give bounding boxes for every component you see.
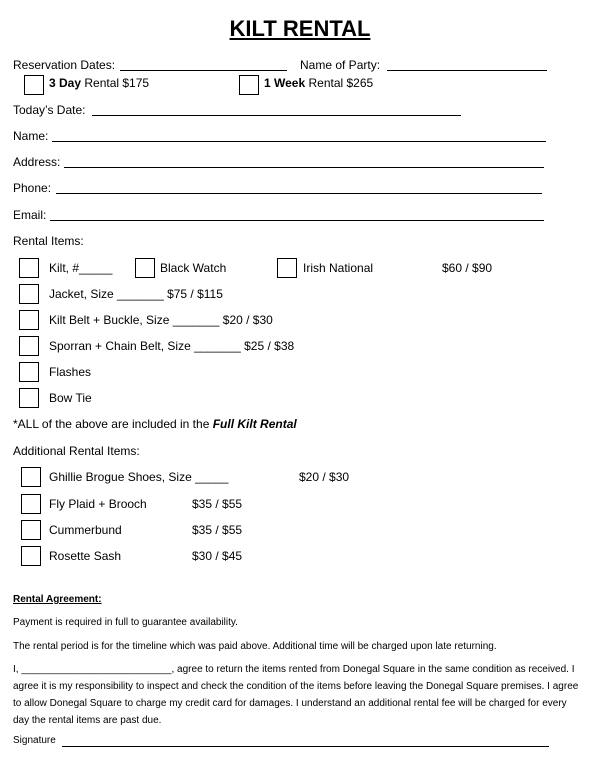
reservation-dates-field[interactable] bbox=[120, 70, 287, 71]
phone-label: Phone: bbox=[13, 181, 52, 195]
rosette-sash-checkbox[interactable] bbox=[21, 546, 41, 566]
ghillie-shoes-label: Ghillie Brogue Shoes, Size _____ bbox=[49, 470, 229, 484]
cummerbund-label: Cummerbund bbox=[49, 523, 122, 537]
irish-national-label: Irish National bbox=[303, 261, 374, 275]
name-label: Name: bbox=[13, 129, 49, 143]
rosette-sash-label: Rosette Sash bbox=[49, 549, 122, 563]
kilt-checkbox[interactable] bbox=[19, 258, 39, 278]
sporran-label: Sporran + Chain Belt, Size _______ $25 / $38 bbox=[49, 339, 295, 353]
black-watch-checkbox[interactable] bbox=[135, 258, 155, 278]
rental-period-paragraph: The rental period is for the timeline which was paid above. Additional time will be charged upon late returning. bbox=[13, 641, 497, 652]
jacket-checkbox[interactable] bbox=[19, 284, 39, 304]
fly-plaid-price: $35 / $55 bbox=[192, 497, 243, 511]
rental-items-heading: Rental Items: bbox=[13, 234, 84, 248]
email-label: Email: bbox=[13, 208, 47, 222]
ghillie-shoes-price: $20 / $30 bbox=[299, 470, 350, 484]
todays-date-label: Today’s Date: bbox=[13, 103, 86, 117]
bow-tie-label: Bow Tie bbox=[49, 391, 92, 405]
todays-date-field[interactable] bbox=[92, 115, 461, 116]
1-week-rental-checkbox[interactable] bbox=[239, 75, 259, 95]
reservation-dates-label: Reservation Dates: bbox=[13, 58, 116, 72]
3-day-rental-label: 3 Day Rental $175 bbox=[49, 76, 150, 90]
sporran-checkbox[interactable] bbox=[19, 336, 39, 356]
kilt-belt-checkbox[interactable] bbox=[19, 310, 39, 330]
rosette-sash-price: $30 / $45 bbox=[192, 549, 243, 563]
email-field[interactable] bbox=[50, 220, 544, 221]
agreement-paragraph: I, ___________________________, agree to return the items rented from Donegal Square in the same condition as received. I agree it is my responsibility to inspect and check the condition of the items before leaving the Donegal Square premises. I agree to allow Donegal Square to charge my credit card for damages. I understand an additional rental fee will be charged for every day the rental items are past due. bbox=[13, 664, 579, 726]
jacket-label: Jacket, Size _______ $75 / $115 bbox=[49, 287, 223, 301]
phone-field[interactable] bbox=[56, 193, 542, 194]
signature-label: Signature bbox=[13, 735, 56, 746]
page-title: KILT RENTAL bbox=[229, 16, 371, 41]
full-kilt-note: *ALL of the above are included in the Full Kilt Rental bbox=[13, 417, 297, 431]
name-of-party-field[interactable] bbox=[387, 70, 547, 71]
additional-items-heading: Additional Rental Items: bbox=[13, 444, 140, 458]
name-of-party-label: Name of Party: bbox=[300, 58, 381, 72]
cummerbund-price: $35 / $55 bbox=[192, 523, 243, 537]
address-label: Address: bbox=[13, 155, 61, 169]
flashes-label: Flashes bbox=[49, 365, 92, 379]
kilt-belt-label: Kilt Belt + Buckle, Size _______ $20 / $30 bbox=[49, 313, 273, 327]
3-day-rental-checkbox[interactable] bbox=[24, 75, 44, 95]
ghillie-shoes-checkbox[interactable] bbox=[21, 467, 41, 487]
address-field[interactable] bbox=[64, 167, 544, 168]
payment-paragraph: Payment is required in full to guarantee availability. bbox=[13, 617, 238, 628]
kilt-label: Kilt, #_____ bbox=[49, 261, 113, 275]
fly-plaid-label: Fly Plaid + Brooch bbox=[49, 497, 147, 511]
irish-national-checkbox[interactable] bbox=[277, 258, 297, 278]
fly-plaid-checkbox[interactable] bbox=[21, 494, 41, 514]
name-field[interactable] bbox=[52, 141, 546, 142]
flashes-checkbox[interactable] bbox=[19, 362, 39, 382]
black-watch-label: Black Watch bbox=[160, 261, 227, 275]
1-week-rental-label: 1 Week Rental $265 bbox=[264, 76, 374, 90]
rental-agreement-heading: Rental Agreement: bbox=[13, 594, 102, 605]
bow-tie-checkbox[interactable] bbox=[19, 388, 39, 408]
signature-field[interactable] bbox=[62, 746, 549, 747]
kilt-price: $60 / $90 bbox=[442, 261, 493, 275]
cummerbund-checkbox[interactable] bbox=[21, 520, 41, 540]
